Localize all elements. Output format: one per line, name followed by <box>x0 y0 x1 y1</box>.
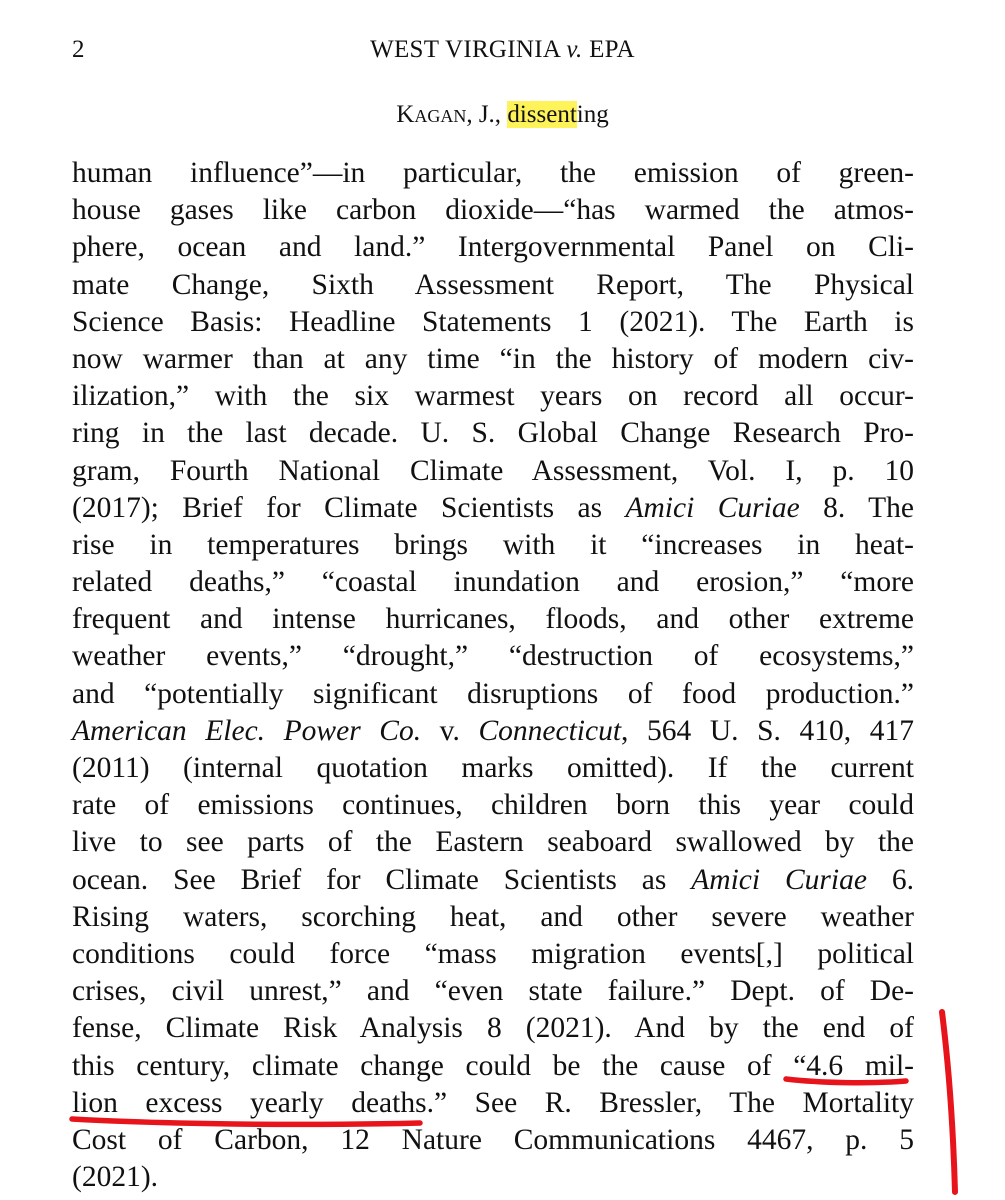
text-line <box>72 676 914 713</box>
text-segment: human influence”—in particular, the emission of green- <box>72 157 914 189</box>
text-line <box>72 862 914 899</box>
text-segment: phere, ocean and land.” Intergovernmental Panel on Cli- <box>72 231 914 264</box>
text-segment: Science Basis: Headline Statements 1 (2021). The Earth is <box>72 305 914 338</box>
text-segment: frequent and intense hurricanes, floods, and other extreme <box>72 603 914 636</box>
text-line <box>72 415 914 452</box>
italic-citation: Connecticut <box>478 714 622 747</box>
text-segment: now warmer than at any time “in the history of modern civ- <box>72 342 914 375</box>
text-segment: related deaths,” “coastal inundation and erosion,” “more <box>72 566 914 599</box>
text-segment: and “potentially significant disruptions of food production.” <box>72 677 914 710</box>
text-line <box>72 601 914 638</box>
text-segment: rate of emissions continues, children born this year could <box>72 789 914 822</box>
page-number: 2 <box>72 36 85 63</box>
text-line <box>72 787 914 824</box>
text-segment: (2021). <box>72 1161 159 1194</box>
text-segment: this century, climate change could be the cause of “4.6 mil- <box>72 1049 914 1082</box>
text-line <box>72 1010 914 1047</box>
running-head <box>0 36 1005 68</box>
text-segment: (2011) (internal quotation marks omitted). If the current <box>72 752 914 784</box>
text-segment: house gases like carbon dioxide—“has warmed the atmos- <box>72 194 914 227</box>
text-line <box>72 267 914 304</box>
text-line <box>72 824 914 861</box>
text-line <box>72 490 914 527</box>
text-line <box>72 229 914 266</box>
text-line <box>72 638 914 675</box>
text-segment: v. <box>421 714 479 747</box>
text-segment: mate Change, Sixth Assessment Report, The Physical <box>72 268 914 301</box>
text-segment: ocean. See Brief for Climate Scientists as <box>72 863 692 896</box>
text-line <box>72 1048 914 1085</box>
italic-citation: American Elec. Power Co. <box>72 714 422 747</box>
text-line <box>72 1159 914 1196</box>
red-margin-line <box>942 1012 955 1192</box>
text-line <box>72 713 914 750</box>
text-segment: gram, Fourth National Climate Assessment, Vol. I, p. 10 <box>72 454 914 487</box>
text-line <box>72 750 914 787</box>
text-segment: , 564 U. S. 410, 417 <box>621 714 914 747</box>
text-segment: (2017); Brief for Climate Scientists as <box>72 491 626 524</box>
text-segment: live to see parts of the Eastern seaboard swallowed by the <box>72 826 914 859</box>
text-segment: ring in the last decade. U. S. Global Change Research Pro- <box>72 417 914 450</box>
italic-citation: Amici Curiae <box>625 491 800 524</box>
text-line <box>72 936 914 973</box>
case-name-left: WEST VIRGINIA <box>370 36 567 63</box>
case-name-v: v. <box>566 36 583 63</box>
text-segment: 8. The <box>799 491 914 524</box>
text-line <box>72 341 914 378</box>
text-line <box>72 453 914 490</box>
text-line <box>72 192 914 229</box>
text-segment: weather events,” “drought,” “destruction of ecosystems,” <box>72 640 914 673</box>
text-segment: ilization,” with the six warmest years on record all occur- <box>72 380 914 413</box>
text-line <box>72 1122 914 1159</box>
text-segment: rise in temperatures brings with it “increases in heat- <box>72 528 914 561</box>
opinion-body <box>72 155 914 1196</box>
text-line <box>72 973 914 1010</box>
text-line <box>72 899 914 936</box>
text-segment: conditions could force “mass migration events[,] political <box>72 937 914 970</box>
case-name-right: EPA <box>582 36 635 63</box>
justice-name: Kagan <box>396 101 467 128</box>
text-segment: Cost of Carbon, 12 Nature Communications 4467, p. 5 <box>72 1123 914 1156</box>
italic-citation: Amici Curiae <box>691 863 867 896</box>
text-segment: 6. <box>866 863 914 896</box>
highlighted-dissent: dissent <box>507 101 577 128</box>
text-segment: crises, civil unrest,” and “even state failure.” Dept. of De- <box>72 975 914 1008</box>
text-segment: lion excess yearly deaths.” See R. Bressler, The Mortality <box>72 1086 914 1119</box>
text-line <box>72 564 914 601</box>
text-line <box>72 304 914 341</box>
text-line <box>72 1085 914 1122</box>
text-segment: fense, Climate Risk Analysis 8 (2021). And by the end of <box>72 1012 914 1045</box>
justice-suffix: , J., <box>466 101 508 128</box>
opinion-type-rest: ing <box>576 101 609 128</box>
text-line <box>72 155 914 192</box>
text-line <box>72 527 914 564</box>
text-line <box>72 378 914 415</box>
text-segment: Rising waters, scorching heat, and other severe weather <box>72 900 914 933</box>
opinion-author-line <box>0 101 1005 129</box>
case-title <box>0 36 1005 64</box>
